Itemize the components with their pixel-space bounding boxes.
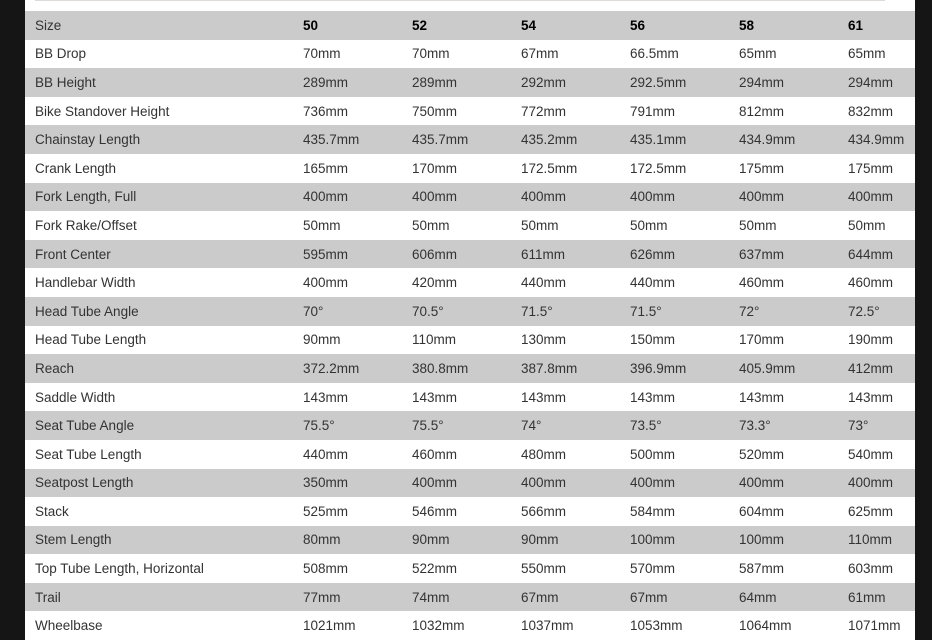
spec-value: 100mm [739, 532, 785, 548]
bike-geometry-table [25, 11, 915, 640]
table-row [25, 554, 915, 583]
spec-value: 70.5° [412, 303, 444, 319]
spec-value: 550mm [521, 561, 567, 577]
header-row [25, 11, 915, 40]
spec-value: 143mm [630, 389, 676, 405]
col-header-size: 54 [521, 17, 537, 33]
spec-value: 289mm [412, 74, 458, 90]
spec-value: 172.5mm [630, 160, 687, 176]
spec-value: 611mm [521, 246, 566, 262]
col-header-size: 58 [739, 17, 755, 33]
spec-value: 75.5° [412, 418, 444, 434]
spec-label: Wheelbase [35, 618, 103, 634]
spec-value: 1021mm [303, 618, 356, 634]
spec-label: Head Tube Angle [35, 303, 139, 319]
spec-value: 73° [848, 418, 869, 434]
spec-value: 584mm [630, 503, 676, 519]
col-header-size: 52 [412, 17, 428, 33]
spec-value: 50mm [630, 217, 668, 233]
spec-value: 90mm [303, 332, 341, 348]
spec-label: BB Drop [35, 46, 87, 62]
table-row [25, 583, 915, 612]
table-row [25, 383, 915, 412]
spec-value: 61mm [848, 589, 886, 605]
spec-value: 570mm [630, 561, 676, 577]
spec-value: 175mm [848, 160, 894, 176]
spec-label: Stem Length [35, 532, 112, 548]
spec-label: Reach [35, 360, 75, 376]
spec-value: 66.5mm [630, 46, 679, 62]
table-row [25, 297, 915, 326]
spec-value: 587mm [739, 561, 785, 577]
spec-value: 1053mm [630, 618, 683, 634]
spec-value: 405.9mm [739, 360, 796, 376]
table-row [25, 411, 915, 440]
spec-value: 1064mm [739, 618, 792, 634]
spec-value: 74° [521, 418, 542, 434]
spec-value: 400mm [848, 189, 894, 205]
spec-value: 50mm [303, 217, 341, 233]
spec-value: 50mm [739, 217, 777, 233]
table-row [25, 611, 915, 640]
spec-value: 546mm [412, 503, 458, 519]
spec-label: Trail [35, 589, 61, 605]
spec-value: 520mm [739, 446, 785, 462]
table-row [25, 526, 915, 555]
spec-value: 540mm [848, 446, 894, 462]
spec-value: 400mm [521, 475, 567, 491]
spec-value: 75.5° [303, 418, 335, 434]
spec-label: Top Tube Length, Horizontal [35, 561, 204, 577]
spec-value: 143mm [848, 389, 894, 405]
spec-value: 294mm [739, 74, 785, 90]
spec-value: 832mm [848, 103, 894, 119]
spec-value: 400mm [303, 275, 349, 291]
spec-value: 1032mm [412, 618, 465, 634]
table-row [25, 268, 915, 297]
table-row [25, 40, 915, 69]
spec-value: 480mm [521, 446, 567, 462]
table-row [25, 354, 915, 383]
spec-value: 170mm [739, 332, 785, 348]
spec-value: 150mm [630, 332, 676, 348]
spec-value: 400mm [412, 189, 458, 205]
table-row [25, 183, 915, 212]
spec-value: 400mm [739, 475, 785, 491]
spec-value: 172.5mm [521, 160, 578, 176]
spec-value: 460mm [739, 275, 785, 291]
spec-value: 736mm [303, 103, 349, 119]
spec-value: 626mm [630, 246, 676, 262]
spec-value: 72° [739, 303, 760, 319]
spec-value: 110mm [848, 532, 893, 548]
spec-value: 170mm [412, 160, 458, 176]
spec-value: 420mm [412, 275, 458, 291]
spec-value: 50mm [412, 217, 450, 233]
spec-value: 435.7mm [412, 132, 469, 148]
spec-value: 750mm [412, 103, 458, 119]
spec-value: 522mm [412, 561, 458, 577]
spec-value: 400mm [303, 189, 349, 205]
spec-value: 460mm [412, 446, 458, 462]
spec-value: 165mm [303, 160, 349, 176]
spec-value: 73.5° [630, 418, 662, 434]
spec-value: 110mm [412, 332, 457, 348]
spec-value: 175mm [739, 160, 785, 176]
table-row [25, 326, 915, 355]
spec-value: 100mm [630, 532, 676, 548]
spec-value: 70° [303, 303, 324, 319]
spec-label: Head Tube Length [35, 332, 147, 348]
spec-value: 396.9mm [630, 360, 687, 376]
spec-value: 603mm [848, 561, 894, 577]
spec-label: Seatpost Length [35, 475, 134, 491]
spec-value: 90mm [521, 532, 559, 548]
spec-value: 90mm [412, 532, 450, 548]
spec-value: 440mm [303, 446, 349, 462]
spec-value: 380.8mm [412, 360, 469, 376]
content-area [25, 0, 915, 640]
spec-value: 625mm [848, 503, 894, 519]
spec-value: 435.7mm [303, 132, 360, 148]
table-row [25, 68, 915, 97]
spec-value: 77mm [303, 589, 341, 605]
spec-value: 143mm [412, 389, 458, 405]
spec-value: 400mm [630, 475, 676, 491]
spec-label: Fork Length, Full [35, 189, 137, 205]
spec-value: 80mm [303, 532, 341, 548]
spec-value: 71.5° [521, 303, 553, 319]
spec-value: 1071mm [848, 618, 901, 634]
spec-value: 412mm [848, 360, 894, 376]
spec-value: 372.2mm [303, 360, 360, 376]
spec-value: 143mm [303, 389, 349, 405]
spec-label: Crank Length [35, 160, 117, 176]
table-row [25, 469, 915, 498]
spec-value: 67mm [630, 589, 668, 605]
spec-value: 71.5° [630, 303, 662, 319]
spec-value: 292mm [521, 74, 567, 90]
spec-value: 67mm [521, 46, 559, 62]
spec-value: 440mm [521, 275, 567, 291]
spec-value: 143mm [521, 389, 567, 405]
spec-value: 400mm [630, 189, 676, 205]
spec-value: 292.5mm [630, 74, 687, 90]
spec-value: 508mm [303, 561, 349, 577]
spec-label: Chainstay Length [35, 132, 141, 148]
spec-value: 294mm [848, 74, 894, 90]
col-header-size: 61 [848, 17, 864, 33]
cropped-text-remnant [35, 0, 885, 1]
spec-value: 400mm [412, 475, 458, 491]
spec-value: 460mm [848, 275, 894, 291]
spec-value: 130mm [521, 332, 567, 348]
spec-value: 289mm [303, 74, 349, 90]
spec-value: 190mm [848, 332, 894, 348]
spec-label: Seat Tube Length [35, 446, 142, 462]
spec-value: 1037mm [521, 618, 574, 634]
spec-value: 64mm [739, 589, 777, 605]
col-header-size: 50 [303, 17, 319, 33]
spec-value: 400mm [739, 189, 785, 205]
table-row [25, 97, 915, 126]
spec-value: 70mm [412, 46, 450, 62]
table-row [25, 240, 915, 269]
spec-value: 595mm [303, 246, 349, 262]
spec-value: 440mm [630, 275, 676, 291]
spec-label: Saddle Width [35, 389, 116, 405]
spec-label: Handlebar Width [35, 275, 136, 291]
spec-table-body [25, 40, 915, 640]
spec-value: 67mm [521, 589, 559, 605]
spec-value: 637mm [739, 246, 785, 262]
spec-value: 525mm [303, 503, 349, 519]
spec-value: 606mm [412, 246, 458, 262]
spec-value: 50mm [521, 217, 559, 233]
spec-value: 772mm [521, 103, 567, 119]
spec-label: BB Height [35, 74, 96, 90]
spec-value: 73.3° [739, 418, 771, 434]
table-row [25, 440, 915, 469]
spec-value: 400mm [521, 189, 567, 205]
right-dark-margin [915, 0, 932, 640]
spec-value: 350mm [303, 475, 349, 491]
spec-label: Seat Tube Angle [35, 418, 135, 434]
spec-label: Bike Standover Height [35, 103, 170, 119]
spec-value: 434.9mm [848, 132, 905, 148]
spec-value: 400mm [848, 475, 894, 491]
spec-value: 143mm [739, 389, 785, 405]
spec-value: 72.5° [848, 303, 880, 319]
table-row [25, 154, 915, 183]
spec-value: 74mm [412, 589, 450, 605]
spec-value: 604mm [739, 503, 785, 519]
left-dark-margin [0, 0, 25, 640]
spec-value: 65mm [848, 46, 886, 62]
spec-value: 791mm [630, 103, 676, 119]
spec-value: 65mm [739, 46, 777, 62]
spec-value: 500mm [630, 446, 676, 462]
spec-value: 435.1mm [630, 132, 687, 148]
table-row [25, 125, 915, 154]
col-header-size: 56 [630, 17, 646, 33]
spec-value: 566mm [521, 503, 567, 519]
spec-value: 387.8mm [521, 360, 578, 376]
spec-value: 70mm [303, 46, 341, 62]
col-header-label: Size [35, 17, 62, 33]
spec-label: Fork Rake/Offset [35, 217, 137, 233]
spec-label: Front Center [35, 246, 111, 262]
spec-value: 435.2mm [521, 132, 578, 148]
spec-value: 434.9mm [739, 132, 796, 148]
table-row [25, 211, 915, 240]
spec-value: 50mm [848, 217, 886, 233]
spec-value: 644mm [848, 246, 894, 262]
spec-label: Stack [35, 503, 69, 519]
spec-value: 812mm [739, 103, 785, 119]
table-row [25, 497, 915, 526]
